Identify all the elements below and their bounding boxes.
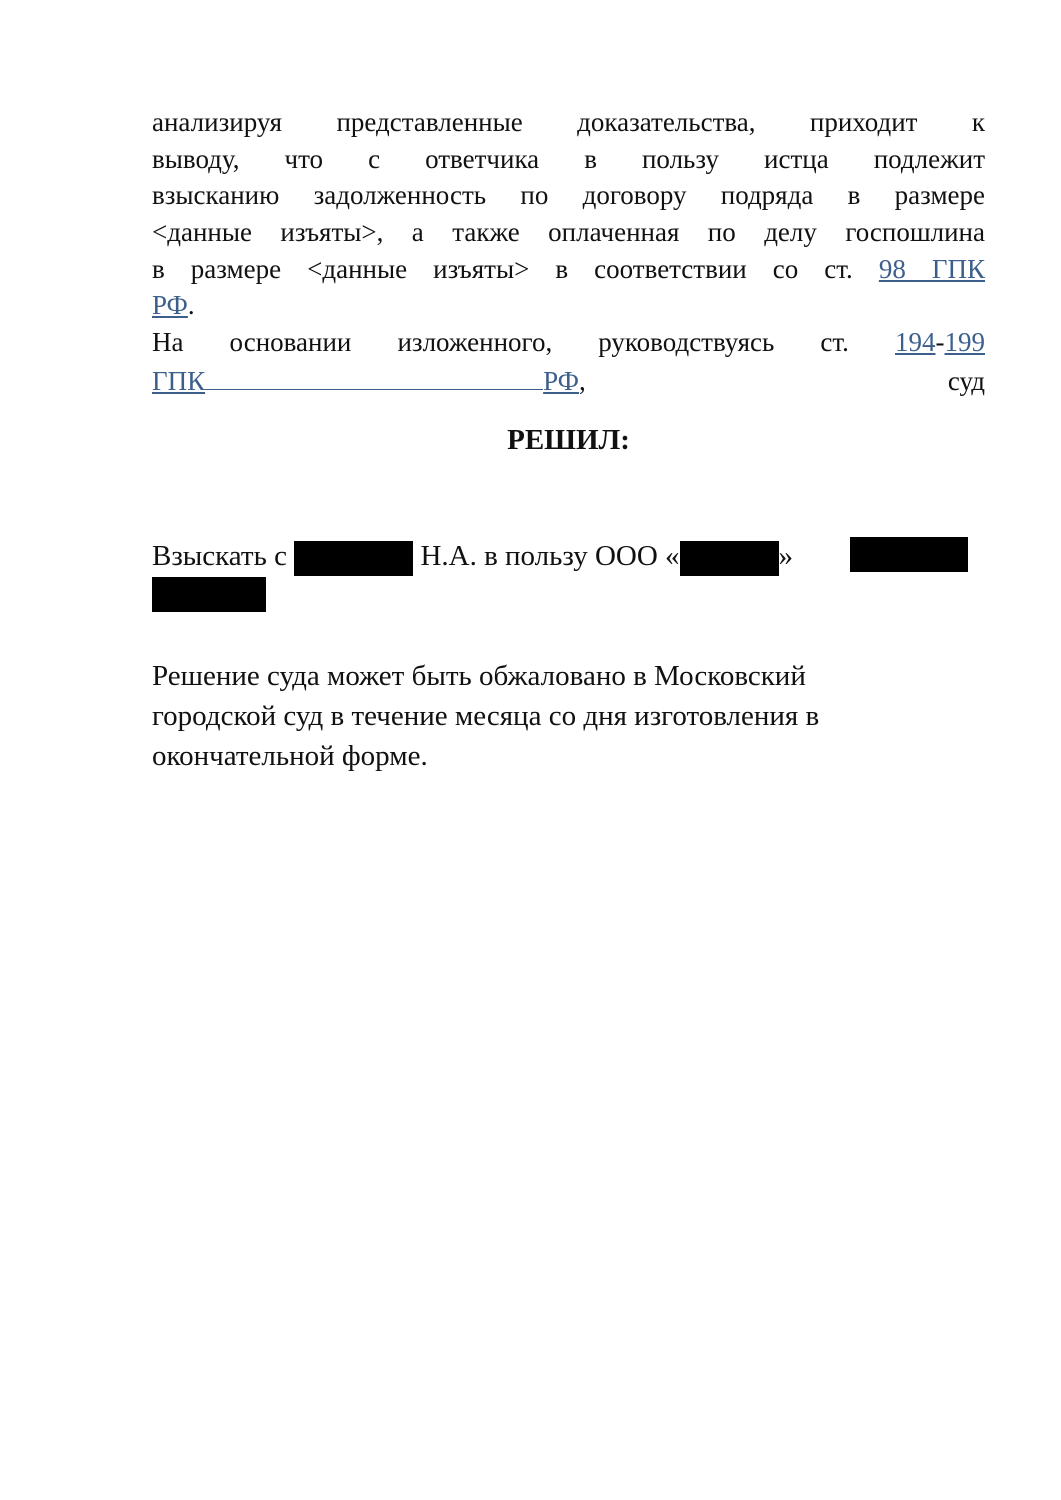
- ruling-text: »: [778, 540, 794, 572]
- redaction-block: [680, 541, 779, 576]
- paragraph-line: <данные изъяты>, а также оплаченная по делу госпошлина: [152, 217, 985, 247]
- appeal-line: окончательной форме.: [152, 740, 428, 772]
- link-text: ГПК: [152, 366, 206, 396]
- redaction-block: [850, 537, 968, 572]
- redaction-block: [152, 577, 266, 612]
- link-gpk-rf[interactable]: [152, 366, 579, 396]
- dash: -: [935, 327, 945, 357]
- link-article-98[interactable]: 98 ГПК: [878, 254, 985, 284]
- paragraph-line: анализируя представленные доказательства, приходит к: [152, 107, 985, 137]
- paragraph-text: в размере <данные изъяты> в соответствии со ст.: [152, 254, 853, 284]
- ruling-text: Взыскать с: [152, 540, 287, 572]
- paragraph-line: [152, 287, 985, 324]
- link-article-199[interactable]: 199: [944, 327, 985, 357]
- appeal-line: Решение суда может быть обжаловано в Московский: [152, 660, 806, 692]
- punctuation: ,: [579, 366, 586, 396]
- paragraph-line: выводу, что с ответчика в пользу истца подлежит: [152, 144, 985, 174]
- appeal-line: городской суд в течение месяца со дня изготовления в: [152, 700, 820, 732]
- redaction-block: [294, 541, 413, 576]
- punctuation: .: [187, 290, 195, 320]
- link-article-98-rf[interactable]: РФ: [152, 290, 188, 320]
- ruling-line: [152, 536, 793, 576]
- decision-heading: РЕШИЛ:: [507, 424, 630, 456]
- paragraph-line: [152, 361, 985, 398]
- ruling-text: Н.А. в пользу ООО «: [420, 540, 680, 572]
- court-word: суд: [947, 366, 985, 396]
- paragraph-text: На основании изложенного, руководствуясь ст.: [152, 327, 849, 357]
- link-article-194[interactable]: 194: [895, 327, 936, 357]
- paragraph-line: взысканию задолженность по договору подряда в размере: [152, 180, 985, 210]
- paragraph-line: [152, 251, 985, 288]
- link-text: РФ: [543, 366, 580, 396]
- paragraph-line: [152, 324, 985, 361]
